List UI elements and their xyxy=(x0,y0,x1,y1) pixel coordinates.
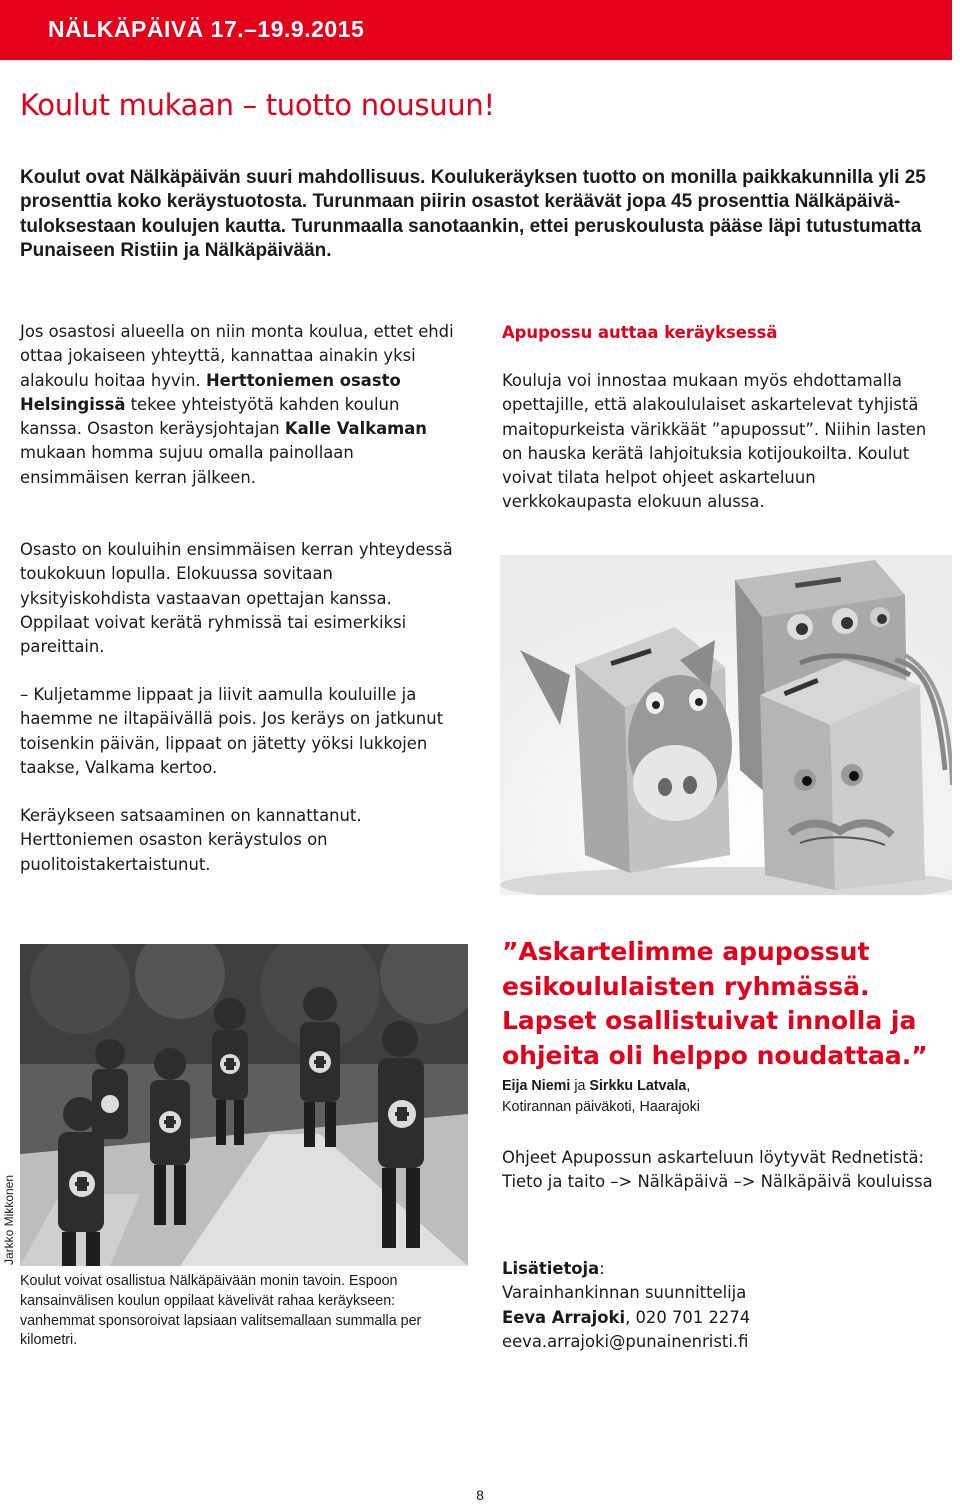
left-paragraph-3: – Kuljetamme lippaat ja liivit aamulla kouluille ja haemme ne iltapäivällä pois. Jos keräys on jatkunut toisenkin päivän, lippaat on jätetty yöksi lukkojen taakse, Valkama kertoo. xyxy=(20,685,444,777)
article-lead: Koulut ovat Nälkäpäivän suuri mahdollisuus. Koulukeräyksen tuotto on monilla paikkakunnilla yli 25 prosenttia koko keräystuotosta. Turunmaan piirin osastot keräävät jopa 45 prosenttia Nälkäpäivä-tuloksestaan koulujen kautta. Turunmaalla sanotaankin, ettei peruskoulusta pääse läpi tutustumatta Punaiseen Ristiin ja Nälkäpäivään. xyxy=(20,167,926,261)
apupossu-heading: Apupossu auttaa keräyksessä xyxy=(502,323,778,342)
contact-email: eeva.arrajoki@punainenristi.fi xyxy=(502,1331,749,1351)
piggy-bank-photo xyxy=(500,555,952,895)
contact-info: Lisätietoja: Varainhankinnan suunnittelija Eeva Arrajoki, 020 701 2274 eeva.arrajoki@punainenristi.fi xyxy=(502,1259,751,1351)
page-number: 8 xyxy=(476,1487,484,1503)
apupossu-body: Kouluja voi innostaa mukaan myös ehdottamalla opettajille, että alakoululaiset askartelevat tyhjistä maitopurkeista värikkäät ”apupossut”. Niihin lasten on hauska kerätä lahjoituksia kotijoukoilta. Koulut voivat tilata helpot ohjeet askarteluun verkkokaupasta elokuun alussa. xyxy=(502,371,927,512)
instructions-text: Ohjeet Apupossun askarteluun löytyvät Rednetistä: Tieto ja taito –> Nälkäpäivä –> Nälkäpäivä kouluissa xyxy=(502,1148,933,1192)
top-banner xyxy=(0,0,952,60)
left-paragraph-1: Jos osastosi alueella on niin monta koulua, ettet ehdi ottaa jokaiseen yhteyttä, kannattaa ainakin yksi alakoulu hoitaa hyvin. Herttoniemen osasto Helsingissä tekee yhteistyötä kahden koulun kanssa. Osaston keräysjohtajan Kalle Valkaman mukaan homma sujuu omalla painollaan ensimmäisen kerran jälkeen. xyxy=(20,322,454,487)
left-paragraph-2: Osasto on kouluihin ensimmäisen kerran yhteydessä toukokuun lopulla. Elokuussa sovitaan yksityiskohdista vastaavan opettajan kanssa. Oppilaat voivat kerätä ryhmissä tai esimerkiksi pareittain. xyxy=(20,540,453,657)
quote-attribution: Eija Niemi ja Sirkku Latvala, Kotirannan päiväkoti, Haarajoki xyxy=(502,1078,700,1115)
left-paragraph-4: Keräykseen satsaaminen on kannattanut. Herttoniemen osaston keräystulos on puolitoistakertaistunut. xyxy=(20,806,362,874)
pull-quote: ”Askartelimme apupossut esikoululaisten ryhmässä. Lapset osallistuivat innolla ja ohjeita oli helppo noudattaa.” xyxy=(502,937,928,1070)
photo-caption: Koulut voivat osallistua Nälkäpäivään monin tavoin. Espoon kansainvälisen koulun oppilaat kävelivät rahaa keräykseen: vanhemmat sponsoroivat lapsiaan valitsemallaan summalla per kilometri. xyxy=(20,1273,422,1349)
banner-title: NÄLKÄPÄIVÄ 17.–19.9.2015 xyxy=(48,16,365,42)
photo-credit: Jarkko Mikkonen xyxy=(2,1174,16,1266)
article-headline: Koulut mukaan – tuotto nousuun! xyxy=(20,88,495,122)
students-walking-photo xyxy=(20,944,468,1266)
